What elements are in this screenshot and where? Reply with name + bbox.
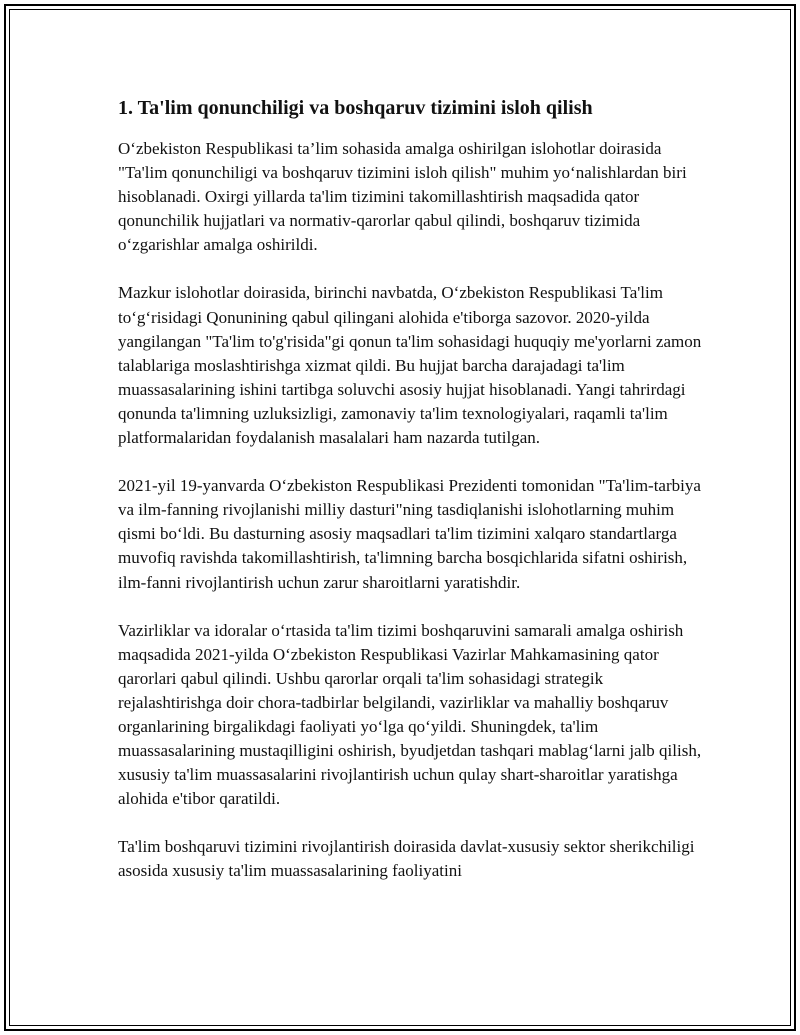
document-body — [118, 96, 703, 908]
paragraph-3: 2021-yil 19-yanvarda O‘zbekiston Respublikasi Prezidenti tomonidan "Ta'lim-tarbiya va ilm-fanning rivojlanishi milliy dasturi"ning tasdiqlanishi islohotlarning muhim qismi bo‘ldi. Bu dasturning asosiy maqsadlari ta'lim tizimini xalqaro standartlarga muvofiq ravishda takomillashtirish, ta'limning barcha bosqichlarida sifatni oshirish, ilm-fanni rivojlantirish uchun zarur sharoitlarni yaratishdir. — [118, 476, 701, 592]
paragraph-1: O‘zbekiston Respublikasi ta’lim sohasida amalga oshirilgan islohotlar doirasida "Ta'lim qonunchiligi va boshqaruv tizimini isloh qilish" muhim yo‘nalishlardan biri hisoblanadi. Oxirgi yillarda ta'lim tizimini takomillashtirish maqsadida qator qonunchilik hujjatlari va normativ-qarorlar qabul qilindi, boshqaruv tizimida o‘zgarishlar amalga oshirildi. — [118, 139, 687, 255]
section-heading: 1. Ta'lim qonunchiligi va boshqaruv tizimini isloh qilish — [118, 97, 593, 119]
paragraph-5: Ta'lim boshqaruvi tizimini rivojlantirish doirasida davlat-xususiy sektor sherikchiligi asosida xususiy ta'lim muassasalarining faoliyatini — [118, 837, 695, 881]
paragraph-4: Vazirliklar va idoralar o‘rtasida ta'lim tizimi boshqaruvini samarali amalga oshirish maqsadida 2021-yilda O‘zbekiston Respublikasi Vazirlar Mahkamasining qator qarorlari qabul qilindi. Ushbu qarorlar orqali ta'lim sohasidagi strategik rejalashtirishga doir chora-tadbirlar belgilandi, vazirliklar va mahalliy boshqaruv organlarining birgalikdagi faoliyati yo‘lga qo‘yildi. Shuningdek, ta'lim muassasalarining mustaqilligini oshirish, byudjetdan tashqari mablag‘larni jalb qilish, xususiy ta'lim muassasalarini rivojlantirish uchun qulay shart-sharoitlar yaratishga alohida e'tibor qaratildi. — [118, 620, 702, 809]
paragraph-2: Mazkur islohotlar doirasida, birinchi navbatda, O‘zbekiston Respublikasi Ta'lim to‘g‘risidagi Qonunining qabul qilingani alohida e'tiborga sazovor. 2020-yilda yangilangan "Ta'lim to'g'risida"gi qonun ta'lim sohasidagi huquqiy me'yorlarni zamon talablariga moslashtirishga xizmat qildi. Bu hujjat barcha darajadagi ta'lim muassasalarining ishini tartibga soluvchi asosiy hujjat hisoblanadi. Yangi tahrirdagi qonunda ta'limning uzluksizligi, zamonaviy ta'lim texnologiyalari, raqamli ta'lim platformalaridan foydalanish masalalari ham nazarda tutilgan. — [118, 283, 702, 448]
